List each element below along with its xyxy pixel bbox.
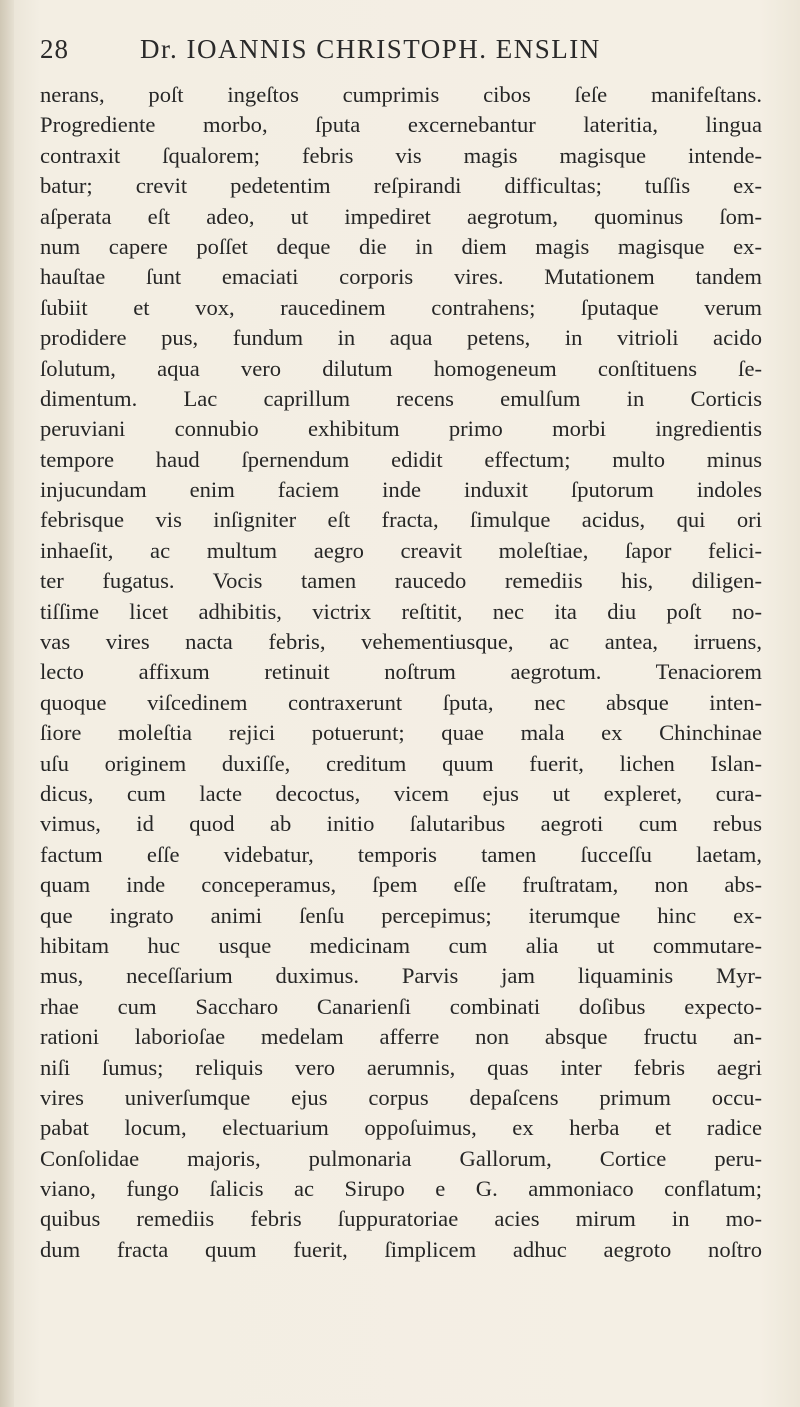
text-line: hibitam huc usque medicinam cum alia ut commutare- — [40, 932, 762, 958]
text-line: prodidere pus, fundum in aqua petens, in vitrioli acido — [40, 325, 762, 351]
text-line: tempore haud ſpernendum edidit effectum; multo minus — [40, 446, 762, 472]
text-line: aſperata eſt adeo, ut impediret aegrotum, quominus ſom- — [40, 203, 762, 229]
text-line: Progrediente morbo, ſputa excernebantur lateritia, lingua — [40, 112, 762, 138]
text-line: niſi ſumus; reliquis vero aerumnis, quas inter febris aegri — [40, 1054, 762, 1080]
text-line: vas vires nacta febris, vehementiusque, ac antea, irruens, — [40, 629, 762, 655]
text-line: lecto affixum retinuit noſtrum aegrotum. Tenaciorem — [40, 659, 762, 685]
text-line: batur; crevit pedetentim reſpirandi difficultas; tuſſis ex- — [40, 173, 762, 199]
text-line: dicus, cum lacte decoctus, vicem ejus ut expleret, cura- — [40, 780, 762, 806]
text-line: febrisque vis inſigniter eſt fracta, ſimulque acidus, qui ori — [40, 507, 762, 533]
page-header — [40, 30, 760, 70]
text-line: quoque viſcedinem contraxerunt ſputa, nec absque inten- — [40, 689, 762, 715]
running-head: Dr. IOANNIS CHRISTOPH. ENSLIN — [140, 34, 601, 64]
text-line: dum fracta quum fuerit, ſimplicem adhuc aegroto noſtro — [40, 1236, 762, 1262]
text-line: Conſolidae majoris, pulmonaria Gallorum, Cortice peru- — [40, 1145, 762, 1171]
page-number: 28 — [40, 34, 69, 64]
text-line: nerans, poſt ingeſtos cumprimis cibos ſeſe manifeſtans. — [40, 82, 762, 107]
text-line: vires univerſumque ejus corpus depaſcens primum occu- — [40, 1084, 762, 1110]
text-line: injucundam enim faciem inde induxit ſputorum indoles — [40, 477, 762, 503]
text-line: ſiore moleſtia rejici potuerunt; quae mala ex Chinchinae — [40, 720, 762, 746]
text-line: viano, fungo ſalicis ac Sirupo e G. ammoniaco conflatum; — [40, 1176, 762, 1202]
text-line: pabat locum, electuarium oppoſuimus, ex herba et radice — [40, 1115, 762, 1141]
text-line: ſubiit et vox, raucedinem contrahens; ſputaque verum — [40, 294, 762, 320]
text-line: que ingrato animi ſenſu percepimus; iterumque hinc ex- — [40, 902, 762, 928]
text-line: peruviani connubio exhibitum primo morbi ingredientis — [40, 416, 762, 442]
text-line: dimentum. Lac caprillum recens emulſum in Corticis — [40, 385, 762, 411]
text-line: uſu originem duxiſſe, creditum quum fuerit, lichen Islan- — [40, 750, 762, 776]
text-line: inhaeſit, ac multum aegro creavit moleſtiae, ſapor felici- — [40, 537, 762, 563]
text-line: quam inde conceperamus, ſpem eſſe fruſtratam, non abs- — [40, 872, 762, 898]
binding-edge — [0, 0, 14, 1407]
text-line: tiſſime licet adhibitis, victrix reſtitit, nec ita diu poſt no- — [40, 598, 762, 624]
text-line: quibus remediis febris ſuppuratoriae acies mirum in mo- — [40, 1206, 762, 1232]
text-line: rationi laborioſae medelam afferre non absque fructu an- — [40, 1024, 762, 1050]
text-line: ſolutum, aqua vero dilutum homogeneum conſtituens ſe- — [40, 355, 762, 381]
text-line: contraxit ſqualorem; febris vis magis magisque intende- — [40, 142, 762, 168]
text-line: vimus, id quod ab initio ſalutaribus aegroti cum rebus — [40, 811, 762, 837]
text-line: rhae cum Saccharo Canarienſi combinati doſibus expecto- — [40, 993, 762, 1019]
text-line: ter fugatus. Vocis tamen raucedo remediis his, diligen- — [40, 568, 762, 594]
text-line: num capere poſſet deque die in diem magis magisque ex- — [40, 233, 762, 259]
body-text — [40, 80, 762, 1265]
text-line: mus, neceſſarium duximus. Parvis jam liquaminis Myr- — [40, 963, 762, 989]
text-line: hauſtae ſunt emaciati corporis vires. Mutationem tandem — [40, 264, 762, 290]
text-line: factum eſſe videbatur, temporis tamen ſucceſſu laetam, — [40, 841, 762, 867]
